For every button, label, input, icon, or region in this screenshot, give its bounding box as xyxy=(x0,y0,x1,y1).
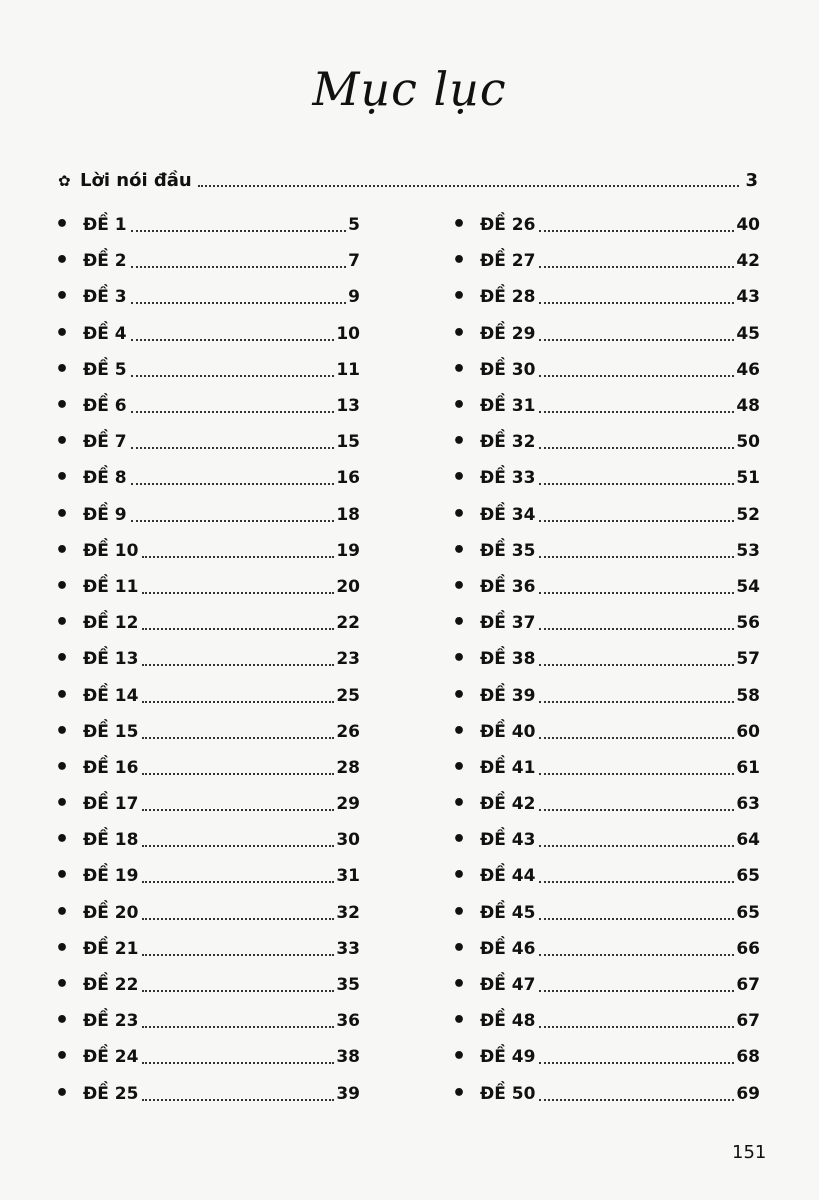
bullet-icon: • xyxy=(55,1080,70,1106)
entry-label: ĐỀ 2 xyxy=(83,251,127,272)
bullet-icon: • xyxy=(452,1080,467,1106)
toc-entry[interactable] xyxy=(55,497,360,533)
entry-label: ĐỀ 19 xyxy=(83,866,139,887)
entry-label: ĐỀ 1 xyxy=(83,215,127,236)
entry-label: ĐỀ 26 xyxy=(480,215,536,236)
bullet-icon: • xyxy=(452,248,467,274)
entry-page: 52 xyxy=(736,504,760,525)
page-title: Mục lục xyxy=(312,62,507,116)
leader-dots xyxy=(142,701,334,703)
toc-entry[interactable] xyxy=(452,424,760,460)
leader-dots xyxy=(539,483,734,485)
toc-entry[interactable] xyxy=(452,714,760,750)
entry-label: ĐỀ 21 xyxy=(83,938,139,959)
leader-dots xyxy=(131,375,335,377)
entry-page: 32 xyxy=(336,902,360,923)
entry-page: 51 xyxy=(736,468,760,489)
toc-entry[interactable] xyxy=(55,786,360,822)
entry-page: 10 xyxy=(336,323,360,344)
bullet-icon: • xyxy=(452,429,467,455)
leader-dots xyxy=(539,339,734,341)
entry-page: 50 xyxy=(736,432,760,453)
entry-label: ĐỀ 30 xyxy=(480,359,536,380)
bullet-icon: • xyxy=(452,863,467,889)
bullet-icon: • xyxy=(452,682,467,708)
bullet-icon: • xyxy=(452,827,467,853)
entry-page: 9 xyxy=(348,287,360,308)
toc-entry[interactable] xyxy=(452,967,760,1003)
toc-entry[interactable] xyxy=(55,750,360,786)
entry-label: ĐỀ 47 xyxy=(480,975,536,996)
entry-page: 67 xyxy=(736,975,760,996)
toc-entry[interactable] xyxy=(55,460,360,496)
toc-entry[interactable] xyxy=(55,243,360,279)
entry-page: 36 xyxy=(336,1011,360,1032)
bullet-icon: • xyxy=(55,646,70,672)
entry-label: ĐỀ 16 xyxy=(83,757,139,778)
entry-label: ĐỀ 32 xyxy=(480,432,536,453)
entry-label: ĐỀ 17 xyxy=(83,794,139,815)
entry-page: 40 xyxy=(736,215,760,236)
bullet-icon: • xyxy=(55,465,70,491)
leader-dots xyxy=(131,339,335,341)
entry-label: ĐỀ 41 xyxy=(480,757,536,778)
leader-dots xyxy=(142,990,334,992)
entry-label: ĐỀ 28 xyxy=(480,287,536,308)
leader-dots xyxy=(539,230,734,232)
entry-page: 68 xyxy=(736,1047,760,1068)
entry-label: ĐỀ 11 xyxy=(83,576,139,597)
bullet-icon: • xyxy=(452,610,467,636)
leader-dots xyxy=(539,809,734,811)
bullet-icon: • xyxy=(452,573,467,599)
flower-icon: ✿ xyxy=(58,172,71,190)
entry-label: ĐỀ 39 xyxy=(480,685,536,706)
entry-page: 48 xyxy=(736,396,760,417)
entry-label: ĐỀ 10 xyxy=(83,540,139,561)
bullet-icon: • xyxy=(55,972,70,998)
leader-dots xyxy=(142,737,334,739)
entry-page: 33 xyxy=(336,938,360,959)
leader-dots xyxy=(539,845,734,847)
entry-label: ĐỀ 46 xyxy=(480,938,536,959)
entry-label: ĐỀ 42 xyxy=(480,794,536,815)
entry-label: ĐỀ 48 xyxy=(480,1011,536,1032)
leader-dots xyxy=(131,411,335,413)
leader-dots xyxy=(142,845,334,847)
bullet-icon: • xyxy=(452,356,467,382)
bullet-icon: • xyxy=(452,537,467,563)
entry-page: 15 xyxy=(336,432,360,453)
bullet-icon: • xyxy=(55,393,70,419)
entry-page: 22 xyxy=(336,613,360,634)
entry-label: ĐỀ 27 xyxy=(480,251,536,272)
toc-column-left xyxy=(55,207,360,1112)
toc-entry[interactable] xyxy=(452,243,760,279)
toc-entry[interactable] xyxy=(452,1039,760,1075)
leader-dots xyxy=(539,701,734,703)
toc-entry[interactable] xyxy=(452,316,760,352)
entry-label: ĐỀ 13 xyxy=(83,649,139,670)
entry-label: ĐỀ 23 xyxy=(83,1011,139,1032)
entry-label: ĐỀ 29 xyxy=(480,323,536,344)
toc-entry[interactable] xyxy=(452,641,760,677)
bullet-icon: • xyxy=(55,320,70,346)
entry-label: ĐỀ 38 xyxy=(480,649,536,670)
bullet-icon: • xyxy=(55,935,70,961)
leader-dots xyxy=(539,1062,734,1064)
leader-dots xyxy=(142,809,334,811)
leader-dots xyxy=(539,1026,734,1028)
leader-dots xyxy=(131,520,335,522)
bullet-icon: • xyxy=(55,1008,70,1034)
entry-label: ĐỀ 40 xyxy=(480,721,536,742)
entry-label: ĐỀ 18 xyxy=(83,830,139,851)
bullet-icon: • xyxy=(55,212,70,238)
toc-entry[interactable] xyxy=(55,279,360,315)
toc-entry[interactable] xyxy=(55,714,360,750)
bullet-icon: • xyxy=(452,212,467,238)
bullet-icon: • xyxy=(452,1008,467,1034)
entry-page: 67 xyxy=(736,1011,760,1032)
leader-dots xyxy=(539,1099,734,1101)
bullet-icon: • xyxy=(55,501,70,527)
bullet-icon: • xyxy=(55,573,70,599)
leader-dots xyxy=(142,1026,334,1028)
leader-dots xyxy=(539,375,734,377)
bullet-icon: • xyxy=(55,356,70,382)
entry-page: 63 xyxy=(736,794,760,815)
leader-dots xyxy=(142,773,334,775)
toc-entry[interactable] xyxy=(55,1076,360,1112)
leader-dots xyxy=(131,447,335,449)
bullet-icon: • xyxy=(55,827,70,853)
bullet-icon: • xyxy=(452,899,467,925)
entry-label: ĐỀ 43 xyxy=(480,830,536,851)
toc-entry[interactable] xyxy=(55,207,360,243)
toc-entry[interactable] xyxy=(452,750,760,786)
leader-dots xyxy=(142,954,334,956)
leader-dots xyxy=(142,556,334,558)
entry-page: 7 xyxy=(348,251,360,272)
entry-page: 58 xyxy=(736,685,760,706)
leader-dots xyxy=(539,664,734,666)
entry-label: ĐỀ 7 xyxy=(83,432,127,453)
bullet-icon: • xyxy=(55,248,70,274)
entry-page: 38 xyxy=(336,1047,360,1068)
leader-dots xyxy=(539,954,734,956)
toc-entry[interactable] xyxy=(55,605,360,641)
leader-dots xyxy=(539,411,734,413)
bullet-icon: • xyxy=(55,429,70,455)
bullet-icon: • xyxy=(452,754,467,780)
entry-page: 29 xyxy=(336,794,360,815)
leader-dots xyxy=(539,556,734,558)
toc-entry[interactable] xyxy=(55,822,360,858)
toc-entry[interactable] xyxy=(452,388,760,424)
entry-page: 65 xyxy=(736,866,760,887)
entry-label: ĐỀ 44 xyxy=(480,866,536,887)
leader-dots xyxy=(198,185,740,187)
leader-dots xyxy=(131,266,347,268)
toc-entry[interactable] xyxy=(452,207,760,243)
toc-entry[interactable] xyxy=(55,858,360,894)
entry-label: ĐỀ 9 xyxy=(83,504,127,525)
bullet-icon: • xyxy=(55,537,70,563)
toc-entry[interactable] xyxy=(452,895,760,931)
toc-entry[interactable] xyxy=(452,1003,760,1039)
toc-entry[interactable] xyxy=(452,605,760,641)
bullet-icon: • xyxy=(452,1044,467,1070)
entry-page: 39 xyxy=(336,1083,360,1104)
entry-page: 11 xyxy=(336,359,360,380)
toc-entry[interactable] xyxy=(55,895,360,931)
entry-page: 43 xyxy=(736,287,760,308)
entry-page: 61 xyxy=(736,757,760,778)
entry-page: 56 xyxy=(736,613,760,634)
toc-entry[interactable] xyxy=(55,569,360,605)
bullet-icon: • xyxy=(55,682,70,708)
preface-entry[interactable] xyxy=(58,170,758,191)
leader-dots xyxy=(539,447,734,449)
leader-dots xyxy=(539,592,734,594)
bullet-icon: • xyxy=(452,972,467,998)
entry-page: 28 xyxy=(336,757,360,778)
toc-entry[interactable] xyxy=(452,533,760,569)
entry-label: ĐỀ 35 xyxy=(480,540,536,561)
entry-label: ĐỀ 31 xyxy=(480,396,536,417)
entry-page: 31 xyxy=(336,866,360,887)
entry-label: ĐỀ 8 xyxy=(83,468,127,489)
entry-page: 25 xyxy=(336,685,360,706)
bullet-icon: • xyxy=(55,791,70,817)
leader-dots xyxy=(539,773,734,775)
leader-dots xyxy=(539,881,734,883)
leader-dots xyxy=(539,628,734,630)
bullet-icon: • xyxy=(452,284,467,310)
toc-entry[interactable] xyxy=(55,1003,360,1039)
entry-label: ĐỀ 20 xyxy=(83,902,139,923)
bullet-icon: • xyxy=(55,284,70,310)
entry-page: 23 xyxy=(336,649,360,670)
leader-dots xyxy=(142,628,334,630)
entry-label: ĐỀ 37 xyxy=(480,613,536,634)
entry-label: ĐỀ 14 xyxy=(83,685,139,706)
bullet-icon: • xyxy=(55,754,70,780)
leader-dots xyxy=(142,1062,334,1064)
bullet-icon: • xyxy=(452,501,467,527)
toc-entry[interactable] xyxy=(452,786,760,822)
bullet-icon: • xyxy=(452,465,467,491)
toc-entry[interactable] xyxy=(55,316,360,352)
entry-label: ĐỀ 6 xyxy=(83,396,127,417)
toc-entry[interactable] xyxy=(452,931,760,967)
bullet-icon: • xyxy=(452,935,467,961)
leader-dots xyxy=(539,990,734,992)
toc-entry[interactable] xyxy=(55,533,360,569)
bullet-icon: • xyxy=(55,1044,70,1070)
entry-page: 53 xyxy=(736,540,760,561)
entry-page: 60 xyxy=(736,721,760,742)
entry-page: 64 xyxy=(736,830,760,851)
entry-label: ĐỀ 49 xyxy=(480,1047,536,1068)
entry-label: ĐỀ 34 xyxy=(480,504,536,525)
entry-page: 13 xyxy=(336,396,360,417)
leader-dots xyxy=(131,483,335,485)
entry-label: ĐỀ 24 xyxy=(83,1047,139,1068)
entry-label: ĐỀ 36 xyxy=(480,576,536,597)
entry-label: ĐỀ 22 xyxy=(83,975,139,996)
toc-entry[interactable] xyxy=(55,967,360,1003)
entry-page: 65 xyxy=(736,902,760,923)
bullet-icon: • xyxy=(55,718,70,744)
entry-page: 35 xyxy=(336,975,360,996)
leader-dots xyxy=(142,1099,334,1101)
entry-page: 16 xyxy=(336,468,360,489)
leader-dots xyxy=(539,302,734,304)
bullet-icon: • xyxy=(452,718,467,744)
bullet-icon: • xyxy=(452,791,467,817)
bullet-icon: • xyxy=(452,320,467,346)
toc-entry[interactable] xyxy=(452,1076,760,1112)
entry-label: ĐỀ 3 xyxy=(83,287,127,308)
entry-page: 46 xyxy=(736,359,760,380)
bullet-icon: • xyxy=(55,610,70,636)
toc-column-right xyxy=(452,207,760,1112)
toc-entry[interactable] xyxy=(452,677,760,713)
leader-dots xyxy=(131,302,347,304)
toc-entry[interactable] xyxy=(452,569,760,605)
entry-page: 57 xyxy=(736,649,760,670)
bullet-icon: • xyxy=(452,393,467,419)
toc-entry[interactable] xyxy=(55,424,360,460)
entry-page: 42 xyxy=(736,251,760,272)
leader-dots xyxy=(539,918,734,920)
entry-page: 69 xyxy=(736,1083,760,1104)
preface-label: Lời nói đầu xyxy=(80,170,192,191)
entry-page: 20 xyxy=(336,576,360,597)
toc-entry[interactable] xyxy=(452,352,760,388)
leader-dots xyxy=(539,737,734,739)
entry-page: 26 xyxy=(336,721,360,742)
entry-label: ĐỀ 4 xyxy=(83,323,127,344)
bullet-icon: • xyxy=(452,646,467,672)
leader-dots xyxy=(142,664,334,666)
entry-label: ĐỀ 25 xyxy=(83,1083,139,1104)
entry-label: ĐỀ 5 xyxy=(83,359,127,380)
toc-entry[interactable] xyxy=(55,1039,360,1075)
toc-entry[interactable] xyxy=(452,822,760,858)
leader-dots xyxy=(142,592,334,594)
entry-page: 54 xyxy=(736,576,760,597)
toc-entry[interactable] xyxy=(55,677,360,713)
leader-dots xyxy=(131,230,347,232)
entry-label: ĐỀ 45 xyxy=(480,902,536,923)
bullet-icon: • xyxy=(55,863,70,889)
toc-entry[interactable] xyxy=(55,388,360,424)
page-number: 151 xyxy=(732,1142,767,1163)
toc-entry[interactable] xyxy=(55,641,360,677)
entry-page: 30 xyxy=(336,830,360,851)
entry-page: 66 xyxy=(736,938,760,959)
preface-page: 3 xyxy=(745,170,758,191)
toc-entry[interactable] xyxy=(452,858,760,894)
toc-entry[interactable] xyxy=(452,279,760,315)
entry-label: ĐỀ 50 xyxy=(480,1083,536,1104)
entry-page: 19 xyxy=(336,540,360,561)
toc-entry[interactable] xyxy=(452,497,760,533)
bullet-icon: • xyxy=(55,899,70,925)
leader-dots xyxy=(539,266,734,268)
entry-label: ĐỀ 15 xyxy=(83,721,139,742)
entry-page: 5 xyxy=(348,215,360,236)
entry-label: ĐỀ 33 xyxy=(480,468,536,489)
leader-dots xyxy=(539,520,734,522)
toc-entry[interactable] xyxy=(55,931,360,967)
toc-entry[interactable] xyxy=(55,352,360,388)
toc-entry[interactable] xyxy=(452,460,760,496)
entry-page: 45 xyxy=(736,323,760,344)
leader-dots xyxy=(142,881,334,883)
entry-page: 18 xyxy=(336,504,360,525)
leader-dots xyxy=(142,918,334,920)
entry-label: ĐỀ 12 xyxy=(83,613,139,634)
